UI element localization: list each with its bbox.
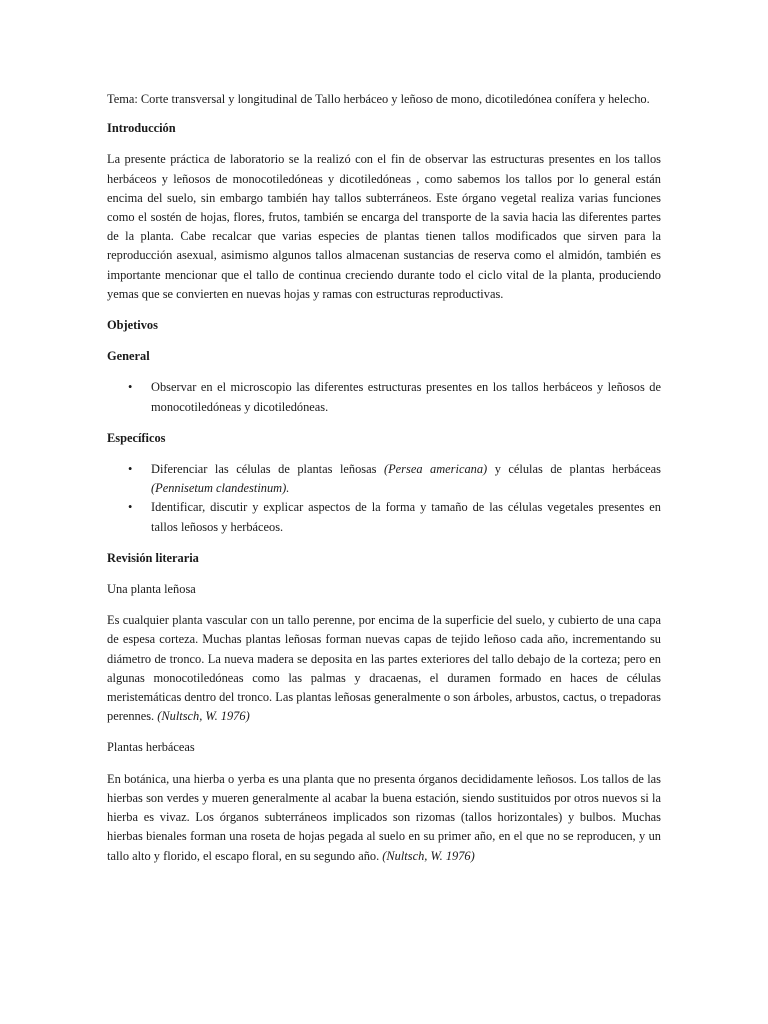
bullet-icon: •	[128, 462, 133, 477]
intro-heading: Introducción	[107, 121, 176, 136]
list-item	[107, 378, 661, 416]
topic-line: Tema: Corte transversal y longitudinal de Tallo herbáceo y leñoso de mono, dicotiledónea conífera y helecho.	[107, 92, 650, 106]
species-name-persea: (Persea americana)	[383, 462, 488, 477]
herb-paragraph	[107, 770, 661, 866]
intro-paragraph: La presente práctica de laboratorio se la realizó con el fin de observar las estructuras presentes en los tallos herbáceos y leñosos de monocotiledóneas y dicotiledóneas , como sabemos los tallos por lo general están encima del suelo, sin embargo también hay tallos subterráneos. Este órgano vegetal realiza varias funciones como el sostén de hojas, flores, frutos, también se encarga del transporte de la savia hacia las diferentes partes de la planta. Cabe recalcar que varias especies de plantas tienen tallos modificados que sirven para la reproducción asexual, asimismo algunos tallos almacenan sustancias de reserva como el almidón, también es importante mencionar que el tallo de continua creciendo durante todo el ciclo vital de la planta, produciendo yemas que se convierten en nuevas hojas y ramas con estructuras reproductivas.	[107, 152, 661, 301]
review-heading: Revisión literaria	[107, 550, 199, 565]
specific-objective-mid: y células de plantas herbáceas	[487, 462, 662, 477]
list-item	[107, 460, 661, 498]
woody-paragraph	[107, 611, 661, 726]
herb-text: En botánica, una hierba o yerba es una planta que no presenta órganos decididamente leñosos. Los tallos de las hierbas son verdes y mueren generalmente al acabar la buena estación, siendo sustituidos por otros nuevos si la hierba es vivaz. Los órganos subterráneos implicados son rizomas (tallos horizontales) y bulbos. Muchas hierbas bienales forman una roseta de hojas pegada al suelo en su primer año, en el que no se reproducen, y un tallo alto y florido, el escapo floral, en su segundo año.	[107, 771, 661, 863]
specific-objectives-list	[107, 460, 661, 537]
woody-citation: (Nultsch, W. 1976)	[157, 709, 250, 724]
spacer	[107, 304, 661, 316]
spacer	[107, 599, 661, 611]
spacer	[107, 726, 661, 738]
general-objective-text: Observar en el microscopio las diferentes estructuras presentes en los tallos herbáceos y leñosos de monocotiledóneas y dicotiledóneas.	[151, 380, 661, 414]
objectives-heading: Objetivos	[107, 318, 158, 333]
specific-objective-text: Identificar, discutir y explicar aspectos de la forma y tamaño de las células vegetales presentes en tallos leñosos y herbáceos.	[151, 500, 661, 534]
spacer	[107, 335, 661, 347]
herb-subheading: Plantas herbáceas	[107, 740, 195, 755]
bullet-icon: •	[128, 380, 133, 395]
document-page	[107, 90, 661, 866]
woody-subheading: Una planta leñosa	[107, 582, 196, 597]
herb-citation: (Nultsch, W. 1976)	[382, 848, 475, 863]
general-objectives-list	[107, 378, 661, 416]
spacer	[107, 138, 661, 150]
species-name-pennisetum: (Pennisetum clandestinum).	[151, 481, 290, 496]
list-item	[107, 498, 661, 536]
spacer	[107, 366, 661, 378]
general-heading: General	[107, 349, 150, 364]
specific-heading: Específicos	[107, 430, 166, 445]
woody-text: Es cualquier planta vascular con un tallo perenne, por encima de la superficie del suelo, y cubierto de una capa de espesa corteza. Muchas plantas leñosas forman nuevas capas de tejido leñoso cada año, incrementando su diámetro de tronco. La nueva madera se deposita en las partes exteriores del tallo debajo de la corteza; pero en algunas monocotiledóneas como las palmas y dracaenas, el duramen formado en haces de células meristemáticas dentro del tronco. Las plantas leñosas generalmente o son árboles, arbustos, cactus, o trepadoras perennes.	[107, 613, 661, 724]
spacer	[107, 109, 661, 119]
spacer	[107, 568, 661, 580]
spacer	[107, 448, 661, 460]
spacer	[107, 537, 661, 549]
spacer	[107, 758, 661, 770]
bullet-icon: •	[128, 500, 133, 515]
spacer	[107, 417, 661, 429]
specific-objective-pre: Diferenciar las células de plantas leñosas	[151, 462, 384, 477]
